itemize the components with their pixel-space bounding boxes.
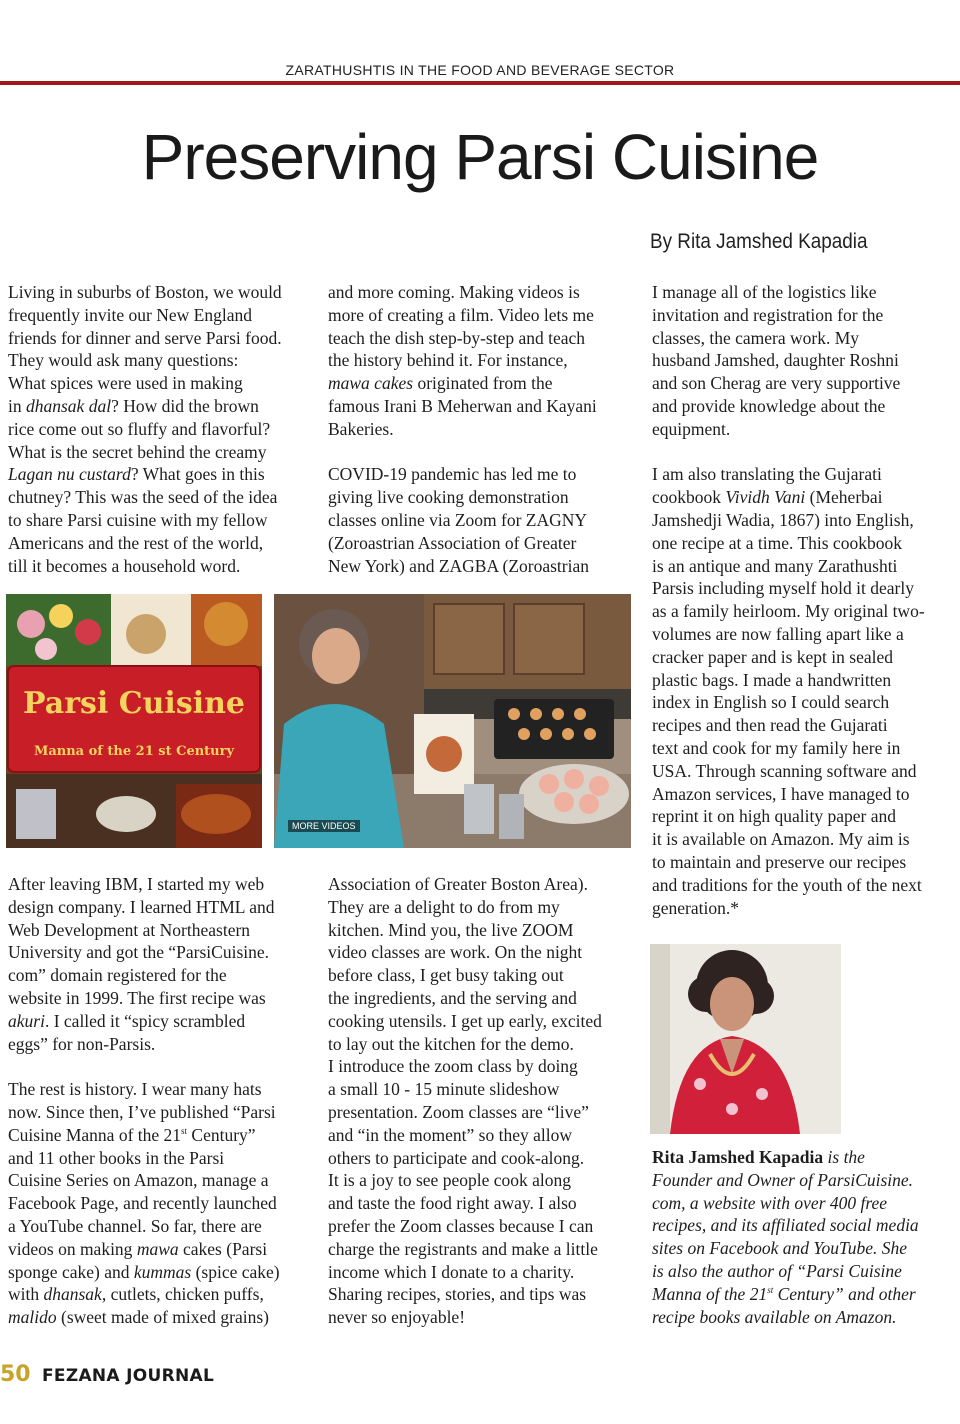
column-3 [652, 281, 957, 919]
author-name: Rita Jamshed Kapadia [652, 1147, 824, 1167]
column-1-bottom [8, 873, 312, 1329]
paragraph: Association of Greater Boston Area). They are a delight to do from my kitchen. Mind you, the live ZOOM video classes are work. On the night before class, I get busy taking out the ingredients, and the serving and cooking utensils. I get up early, excited to lay out the kitchen for the demo. I introduce the zoom class by doing a small 10 - 15 minute slideshow presentation. Zoom classes are “live” and “in the moment” so they allow others to participate and cook-along. It is a joy to see people cook along and taste the food right away. I also prefer the Zoom classes because I can charge the registrants and make a little income which I donate to a charity. Sharing recipes, stories, and tips was never so enjoyable! [328, 874, 602, 1328]
column-1-top [8, 281, 312, 577]
article-title: Preserving Parsi Cuisine [141, 121, 819, 193]
section-label: ZARATHUSHTIS IN THE FOOD AND BEVERAGE SECTOR [285, 62, 675, 78]
journal-name: FEZANA JOURNAL [42, 1366, 215, 1386]
book-cover-subtitle: Manna of the 21 st Century [33, 744, 235, 759]
column-2-top [328, 281, 633, 577]
paragraph: I manage all of the logistics like invitation and registration for the classes, the camera work. My husband Jamshed, daughter Roshni and son Cherag are very supportive and provide knowledge about the equipment. [652, 282, 901, 439]
paragraph: COVID-19 pandemic has led me to giving live cooking demonstration classes online via Zoom for ZAGNY (Zoroastrian Association of Greater New York) and ZAGBA (Zoroastrian [328, 464, 590, 576]
paragraph: After leaving IBM, I started my web design company. I learned HTML and Web Development at Northeastern University and got the “ParsiCuisine. com” domain registered for the website in 1999. The first recipe was akuri. I called it “spicy scrambled eggs” for non-Parsis. [8, 874, 275, 1054]
author-portrait [650, 944, 841, 1134]
author-bio: Rita Jamshed Kapadia is the Founder and Owner of ParsiCuisine. com, a website with over 400 free recipes, and its affiliated social media sites on Facebook and YouTube. She is also the author of “Parsi Cuisine Manna of the 21st Century” and other recipe books available on Amazon. [652, 1147, 919, 1327]
paragraph: Living in suburbs of Boston, we would frequently invite our New England friends for dinner and serve Parsi food. They would ask many questions: What spices were used in making in dhansak dal? How did the brown rice come out so fluffy and flavorful? What is the secret behind the creamy Lagan nu custard? What goes in this chutney? This was the seed of the idea to share Parsi cuisine with my fellow Americans and the rest of the world, till it becomes a household word. [8, 282, 282, 576]
paragraph: and more coming. Making videos is more of creating a film. Video lets me teach the dish step-by-step and teach the history behind it. For instance, mawa cakes originated from the famous Irani B Meherwan and Kayani Bakeries. [328, 282, 597, 439]
page-number: 50 [0, 1362, 31, 1387]
column-2-bottom [328, 873, 633, 1329]
paragraph: The rest is history. I wear many hats now. Since then, I’ve published “Parsi Cuisine Manna of the 21st Century” and 11 other books in the Parsi Cuisine Series on Amazon, manage a Facebook Page, and recently launched a YouTube channel. So far, there are videos on making mawa cakes (Parsi sponge cake) and kummas (spice cake) with dhansak, cutlets, chicken puffs, malido (sweet made of mixed grains) [8, 1079, 280, 1328]
header-rule [0, 81, 960, 85]
kitchen-video-still[interactable] [274, 594, 631, 848]
paragraph: I am also translating the Gujarati cookbook Vividh Vani (Meherbai Jamshedji Wadia, 1867) into English, one recipe at a time. This cookbook is an antique and many Zarathushti Parsis including myself hold it dearly as a family heirloom. My original two- volumes are now falling apart like a cracker paper and is kept in sealed plastic bags. I made a handwritten index in English so I could search recipes and then read the Gujarati text and cook for my family here in USA. Through scanning software and Amazon services, I have managed to reprint it on high quality paper and it is available on Amazon. My aim is to maintain and preserve our recipes and traditions for the youth of the next generation.* [652, 464, 925, 918]
book-cover-image [6, 594, 262, 848]
more-videos-label[interactable]: MORE VIDEOS [288, 820, 360, 832]
byline: By Rita Jamshed Kapadia [650, 230, 868, 253]
book-cover-title: Parsi Cuisine [23, 686, 245, 721]
